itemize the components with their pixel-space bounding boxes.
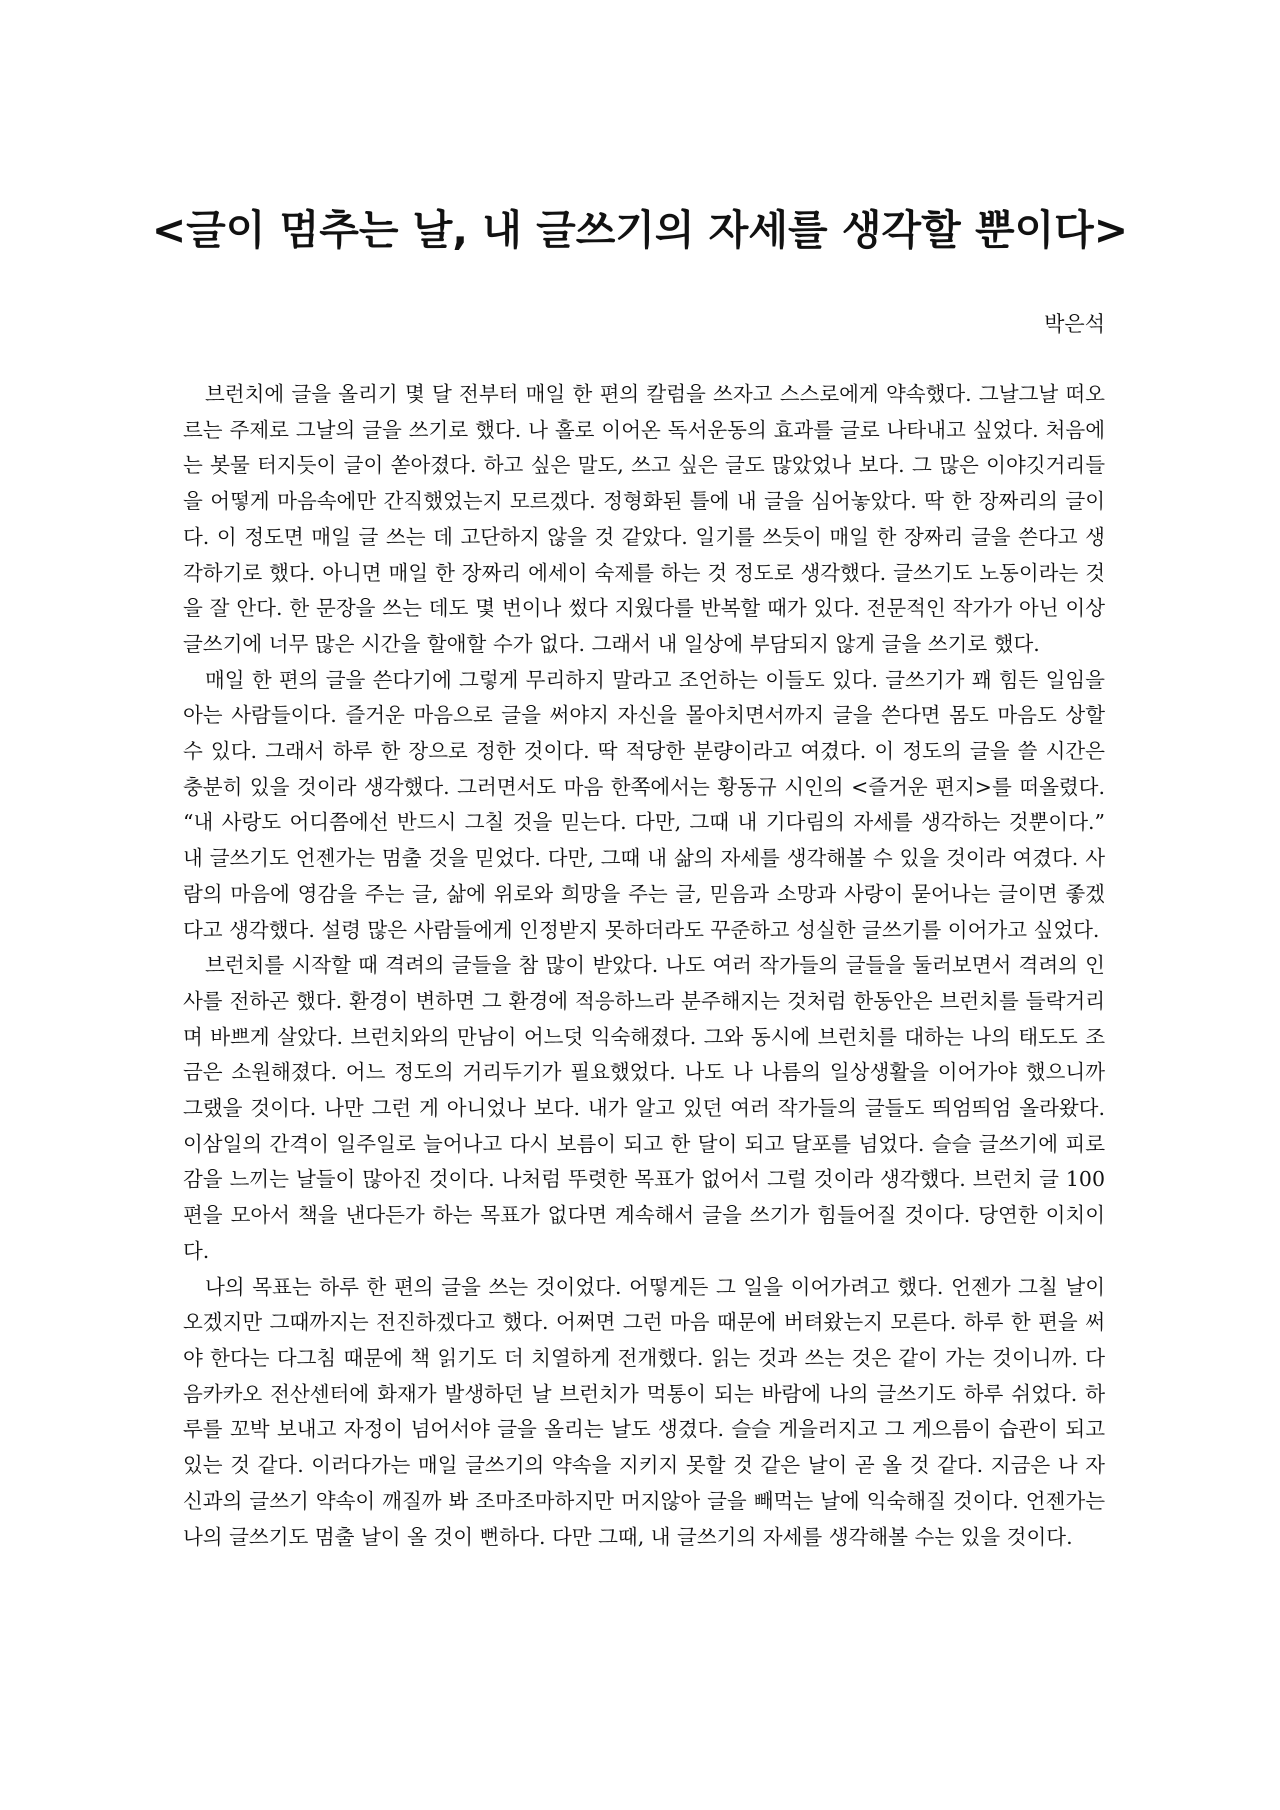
document-body — [183, 377, 1105, 1555]
paragraph-3: 브런치를 시작할 때 격려의 글들을 참 많이 받았다. 나도 여러 작가들의 글들을 둘러보면서 격려의 인사를 전하곤 했다. 환경이 변하면 그 환경에 적응하느라 분주해지는 것처럼 한동안은 브런치를 들락거리며 바쁘게 살았다. 브런치와의 만남이 어느덧 익숙해졌다. 그와 동시에 브런치를 대하는 나의 태도도 조금은 소원해졌다. 어느 정도의 거리두기가 필요했었다. 나도 나 나름의 일상생활을 이어가야 했으니까 그랬을 것이다. 나만 그런 게 아니었나 보다. 내가 알고 있던 여러 작가들의 글들도 띄엄띄엄 올라왔다. 이삼일의 간격이 일주일로 늘어나고 다시 보름이 되고 한 달이 되고 달포를 넘었다. 슬슬 글쓰기에 피로감을 느끼는 날들이 많아진 것이다. 나처럼 뚜렷한 목표가 없어서 그럴 것이라 생각했다. 브런치 글 100편을 모아서 책을 낸다든가 하는 목표가 없다면 계속해서 글을 쓰기가 힘들어질 것이다. 당연한 이치이다. — [183, 953, 1105, 1263]
document-title: <글이 멈추는 날, 내 글쓰기의 자세를 생각할 뿐이다> — [151, 206, 1129, 254]
paragraph-1: 브런치에 글을 올리기 몇 달 전부터 매일 한 편의 칼럼을 쓰자고 스스로에게 약속했다. 그날그날 떠오르는 주제로 그날의 글을 쓰기로 했다. 나 홀로 이어온 독서운동의 효과를 글로 나타내고 싶었다. 처음에는 봇물 터지듯이 글이 쏟아졌다. 하고 싶은 말도, 쓰고 싶은 글도 많았었나 보다. 그 많은 이야깃거리들을 어떻게 마음속에만 간직했었는지 모르겠다. 정형화된 틀에 내 글을 심어놓았다. 딱 한 장짜리의 글이다. 이 정도면 매일 글 쓰는 데 고단하지 않을 것 같았다. 일기를 쓰듯이 매일 한 장짜리 글을 쓴다고 생각하기로 했다. 아니면 매일 한 장짜리 에세이 숙제를 하는 것 정도로 생각했다. 글쓰기도 노동이라는 것을 잘 안다. 한 문장을 쓰는 데도 몇 번이나 썼다 지웠다를 반복할 때가 있다. 전문적인 작가가 아닌 이상 글쓰기에 너무 많은 시간을 할애할 수가 없다. 그래서 내 일상에 부담되지 않게 글을 쓰기로 했다. — [183, 382, 1105, 656]
paragraph-4: 나의 목표는 하루 한 편의 글을 쓰는 것이었다. 어떻게든 그 일을 이어가려고 했다. 언젠가 그칠 날이 오겠지만 그때까지는 전진하겠다고 했다. 어쩌면 그런 마음 때문에 버텨왔는지 모른다. 하루 한 편을 써야 한다는 다그침 때문에 책 읽기도 더 치열하게 전개했다. 읽는 것과 쓰는 것은 같이 가는 것이니까. 다음카카오 전산센터에 화재가 발생하던 날 브런치가 먹통이 되는 바람에 나의 글쓰기도 하루 쉬었다. 하루를 꼬박 보내고 자정이 넘어서야 글을 올리는 날도 생겼다. 슬슬 게을러지고 그 게으름이 습관이 되고 있는 것 같다. 이러다가는 매일 글쓰기의 약속을 지키지 못할 것 같은 날이 곧 올 것 같다. 지금은 나 자신과의 글쓰기 약속이 깨질까 봐 조마조마하지만 머지않아 글을 빼먹는 날에 익숙해질 것이다. 언젠가는 나의 글쓰기도 멈출 날이 올 것이 뻔하다. 다만 그때, 내 글쓰기의 자세를 생각해볼 수는 있을 것이다. — [183, 1274, 1105, 1549]
author-name: 박은석 — [1044, 312, 1105, 336]
paragraph-2: 매일 한 편의 글을 쓴다기에 그렇게 무리하지 말라고 조언하는 이들도 있다. 글쓰기가 꽤 힘든 일임을 아는 사람들이다. 즐거운 마음으로 글을 써야지 자신을 몰아치면서까지 글을 쓴다면 몸도 마음도 상할 수 있다. 그래서 하루 한 장으로 정한 것이다. 딱 적당한 분량이라고 여겼다. 이 정도의 글을 쓸 시간은 충분히 있을 것이라 생각했다. 그러면서도 마음 한쪽에서는 황동규 시인의 <즐거운 편지>를 떠올렸다. “내 사랑도 어디쯤에선 반드시 그칠 것을 믿는다. 다만, 그때 내 기다림의 자세를 생각하는 것뿐이다.” 내 글쓰기도 언젠가는 멈출 것을 믿었다. 다만, 그때 내 삶의 자세를 생각해볼 수 있을 것이라 여겼다. 사람의 마음에 영감을 주는 글, 삶에 위로와 희망을 주는 글, 믿음과 소망과 사랑이 묻어나는 글이면 좋겠다고 생각했다. 설령 많은 사람들에게 인정받지 못하더라도 꾸준하고 성실한 글쓰기를 이어가고 싶었다. — [183, 667, 1105, 942]
